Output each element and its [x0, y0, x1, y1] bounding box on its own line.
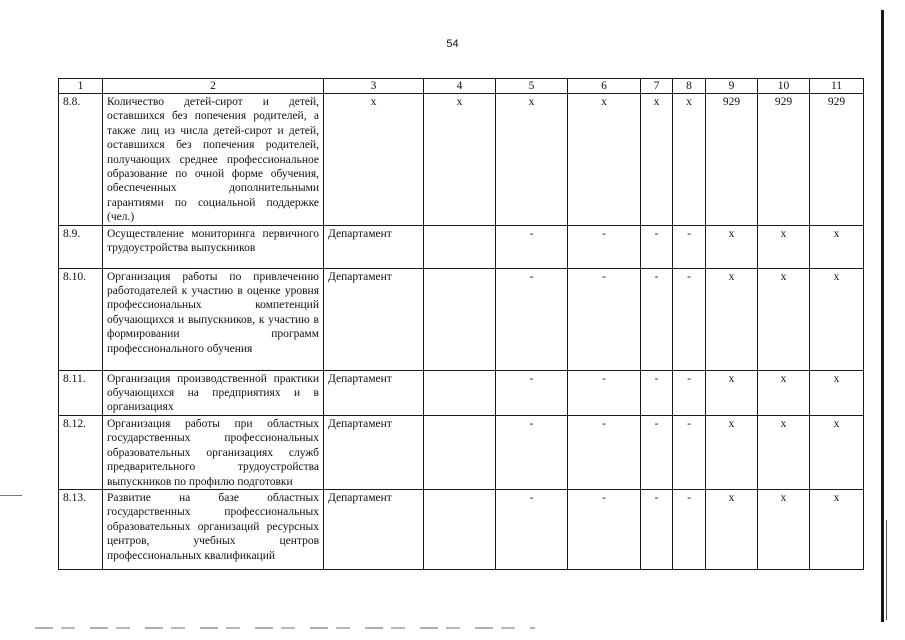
- table-row: [59, 489, 864, 569]
- row-description: Организация работы при областных государственных профессиональных образовательных организациях служб предварительного трудоустройства выпускников по профилю подготовки: [103, 415, 324, 489]
- cell-col5: -: [496, 268, 568, 370]
- cell-col8: -: [673, 225, 706, 268]
- scan-edge-line: [886, 520, 887, 620]
- cell-col7: -: [641, 489, 673, 569]
- cell-col10: х: [758, 489, 810, 569]
- row-number: 8.12.: [59, 415, 103, 489]
- cell-col4: [424, 268, 496, 370]
- cell-col8: -: [673, 268, 706, 370]
- scan-edge-line: [881, 10, 884, 622]
- table-row: [59, 225, 864, 268]
- row-responsible: Департамент: [324, 370, 424, 415]
- page-number: 54: [446, 38, 459, 50]
- scan-artifact: [35, 627, 535, 629]
- cell-col10: 929: [758, 94, 810, 226]
- program-table: [58, 78, 864, 570]
- cell-col10: х: [758, 415, 810, 489]
- cell-col7: -: [641, 415, 673, 489]
- cell-col10: х: [758, 370, 810, 415]
- cell-col5: -: [496, 370, 568, 415]
- cell-col11: 929: [810, 94, 864, 226]
- cell-col5: -: [496, 489, 568, 569]
- row-number: 8.8.: [59, 94, 103, 226]
- cell-col6: х: [568, 94, 641, 226]
- cell-col9: х: [706, 415, 758, 489]
- table-row: [59, 268, 864, 370]
- cell-col7: -: [641, 268, 673, 370]
- header-cell: 9: [706, 79, 758, 94]
- cell-col7: -: [641, 225, 673, 268]
- cell-col4: [424, 225, 496, 268]
- row-responsible: Департамент: [324, 415, 424, 489]
- scan-artifact: [0, 495, 22, 496]
- cell-col8: х: [673, 94, 706, 226]
- header-cell: 4: [424, 79, 496, 94]
- cell-col4: [424, 415, 496, 489]
- header-row: [59, 79, 864, 94]
- header-cell: 7: [641, 79, 673, 94]
- header-cell: 1: [59, 79, 103, 94]
- header-cell: 3: [324, 79, 424, 94]
- row-responsible: х: [324, 94, 424, 226]
- header-cell: 2: [103, 79, 324, 94]
- cell-col11: х: [810, 415, 864, 489]
- cell-col9: х: [706, 370, 758, 415]
- row-description: Количество детей-сирот и детей, оставшихся без попечения родителей, а также лиц из числа детей-сирот и детей, оставшихся без попечения родителей, получающих среднее профессиональное образование по очной форме обучения, обеспеченных дополнительными гарантиями по социальной поддержке (чел.): [103, 94, 324, 226]
- cell-col5: -: [496, 415, 568, 489]
- table-row: [59, 415, 864, 489]
- cell-col8: -: [673, 489, 706, 569]
- header-cell: 8: [673, 79, 706, 94]
- cell-col6: -: [568, 489, 641, 569]
- row-number: 8.13.: [59, 489, 103, 569]
- row-number: 8.10.: [59, 268, 103, 370]
- cell-col10: х: [758, 268, 810, 370]
- cell-col4: х: [424, 94, 496, 226]
- row-description: Организация работы по привлечению работодателей к участию в оценке уровня профессиональных компетенций обучающихся и выпускников, к участию в формировании программ профессионального обучения: [103, 268, 324, 370]
- cell-col7: х: [641, 94, 673, 226]
- row-description: Осуществление мониторинга первичного трудоустройства выпускников: [103, 225, 324, 268]
- cell-col6: -: [568, 370, 641, 415]
- header-cell: 11: [810, 79, 864, 94]
- cell-col10: х: [758, 225, 810, 268]
- row-number: 8.11.: [59, 370, 103, 415]
- table-row: [59, 370, 864, 415]
- cell-col11: х: [810, 370, 864, 415]
- row-number: 8.9.: [59, 225, 103, 268]
- row-description: Организация производственной практики обучающихся на предприятиях и в организациях: [103, 370, 324, 415]
- cell-col11: х: [810, 225, 864, 268]
- cell-col11: х: [810, 489, 864, 569]
- cell-col6: -: [568, 225, 641, 268]
- cell-col6: -: [568, 415, 641, 489]
- cell-col11: х: [810, 268, 864, 370]
- cell-col8: -: [673, 370, 706, 415]
- cell-col8: -: [673, 415, 706, 489]
- header-cell: 6: [568, 79, 641, 94]
- cell-col6: -: [568, 268, 641, 370]
- cell-col9: х: [706, 225, 758, 268]
- cell-col5: х: [496, 94, 568, 226]
- cell-col5: -: [496, 225, 568, 268]
- row-responsible: Департамент: [324, 268, 424, 370]
- cell-col4: [424, 489, 496, 569]
- header-cell: 10: [758, 79, 810, 94]
- cell-col7: -: [641, 370, 673, 415]
- cell-col9: х: [706, 268, 758, 370]
- row-description: Развитие на базе областных государственных профессиональных образовательных организаций ресурсных центров, учебных центров профессиональных квалификаций: [103, 489, 324, 569]
- cell-col4: [424, 370, 496, 415]
- row-responsible: Департамент: [324, 225, 424, 268]
- cell-col9: 929: [706, 94, 758, 226]
- table-row: [59, 94, 864, 226]
- row-responsible: Департамент: [324, 489, 424, 569]
- cell-col9: х: [706, 489, 758, 569]
- header-cell: 5: [496, 79, 568, 94]
